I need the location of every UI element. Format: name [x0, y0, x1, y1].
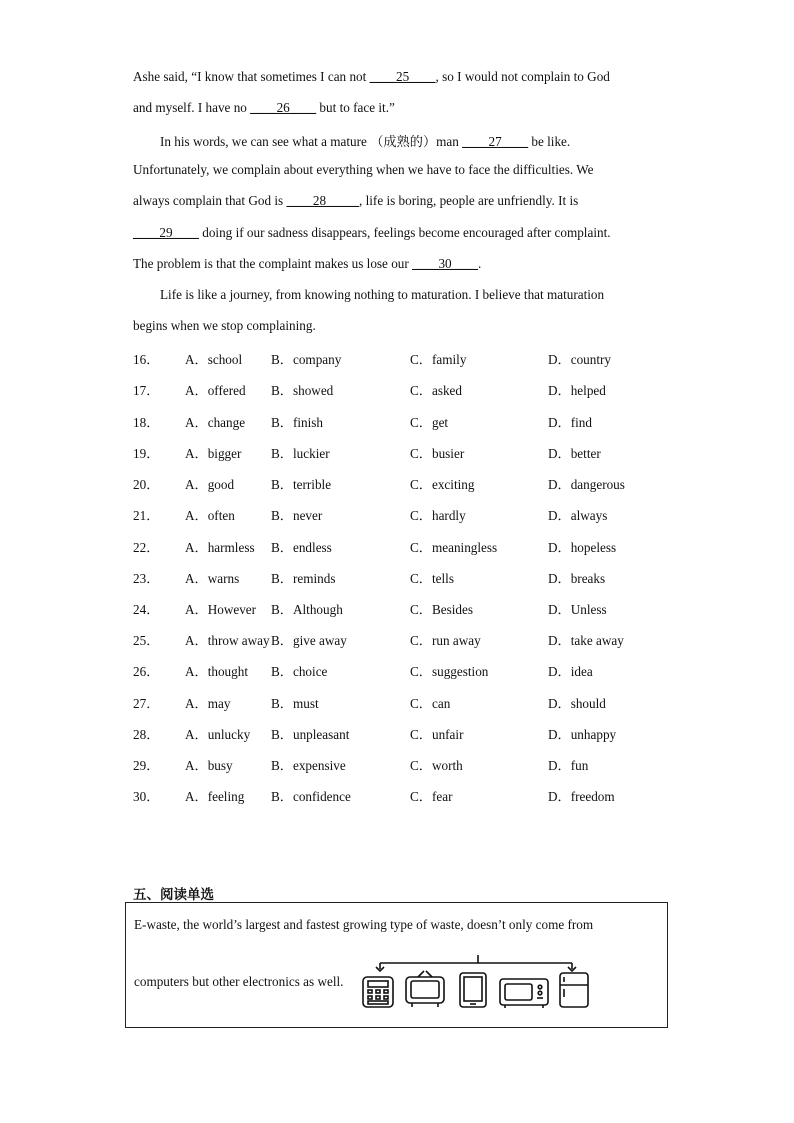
passage-line-7 [133, 256, 481, 272]
question-24 [133, 599, 673, 619]
blank-27: ____27____ [462, 134, 529, 149]
option-b[interactable]: B．luckier [271, 446, 330, 461]
blank-28: ____28_____ [286, 193, 359, 208]
microwave-icon [500, 979, 548, 1008]
passage-line-6 [133, 225, 611, 241]
option-d[interactable]: D．breaks [548, 571, 606, 586]
option-d[interactable]: D．hopeless [548, 540, 617, 555]
question-25 [133, 630, 673, 650]
tablet-icon [460, 973, 486, 1007]
question-17 [133, 380, 673, 400]
option-b[interactable]: B．Although [271, 602, 343, 617]
option-b[interactable]: B．showed [271, 383, 334, 398]
option-b[interactable]: B．terrible [271, 477, 332, 492]
passage-line-9: begins when we stop complaining. [133, 318, 316, 333]
option-d[interactable]: D．find [548, 415, 592, 430]
option-a[interactable]: A．feeling [185, 789, 245, 804]
option-a[interactable]: A．change [185, 415, 246, 430]
question-number: 16． [133, 352, 160, 367]
option-c[interactable]: C．family [410, 352, 467, 367]
option-a[interactable]: A．warns [185, 571, 240, 586]
option-c[interactable]: C．tells [410, 571, 454, 586]
blank-30: ____30____ [412, 256, 479, 271]
option-c[interactable]: C．meaningless [410, 540, 498, 555]
question-number: 22． [133, 540, 160, 555]
option-d[interactable]: D．always [548, 508, 608, 523]
question-27 [133, 693, 673, 713]
question-16 [133, 349, 673, 369]
blank-26: ____26____ [250, 100, 317, 115]
option-b[interactable]: B．give away [271, 633, 347, 648]
passage-line-2 [133, 100, 395, 116]
option-a[interactable]: A．unlucky [185, 727, 251, 742]
option-c[interactable]: C．can [410, 696, 451, 711]
option-d[interactable]: D．should [548, 696, 606, 711]
option-c[interactable]: C．Besides [410, 602, 474, 617]
box-text-line-2: computers but other electronics as well. [134, 974, 344, 989]
option-d[interactable]: D．freedom [548, 789, 615, 804]
option-b[interactable]: B．choice [271, 664, 328, 679]
fridge-icon [560, 973, 588, 1007]
option-c[interactable]: C．exciting [410, 477, 475, 492]
option-d[interactable]: D．idea [548, 664, 593, 679]
question-26 [133, 661, 673, 681]
passage-text: , so I would not complain to God [435, 69, 610, 84]
question-number: 17． [133, 383, 160, 398]
option-d[interactable]: D．unhappy [548, 727, 617, 742]
passage-text: doing if our sadness disappears, feelings become encouraged after complaint. [198, 225, 611, 240]
question-number: 20． [133, 477, 160, 492]
question-number: 24． [133, 602, 160, 617]
option-d[interactable]: D．fun [548, 758, 589, 773]
passage-line-4: Unfortunately, we complain about everything when we have to face the difficulties. We [133, 162, 594, 177]
passage-text: In his words, we can see what a mature （成熟的）man [160, 134, 463, 149]
reading-box [125, 902, 668, 1028]
option-a[interactable]: A．harmless [185, 540, 255, 555]
tv-icon [406, 971, 444, 1007]
option-b[interactable]: B．must [271, 696, 319, 711]
option-c[interactable]: C．worth [410, 758, 463, 773]
passage-text: Ashe said, “I know that sometimes I can not [133, 69, 370, 84]
option-a[interactable]: A．busy [185, 758, 233, 773]
calculator-icon [363, 977, 393, 1007]
option-d[interactable]: D．helped [548, 383, 606, 398]
option-d[interactable]: D．take away [548, 633, 624, 648]
question-number: 21． [133, 508, 160, 523]
option-c[interactable]: C．get [410, 415, 449, 430]
option-d[interactable]: D．better [548, 446, 601, 461]
question-number: 18． [133, 415, 160, 430]
question-number: 25． [133, 633, 160, 648]
question-number: 23． [133, 571, 160, 586]
question-19 [133, 443, 673, 463]
question-20 [133, 474, 673, 494]
passage-line-1 [133, 69, 610, 85]
option-c[interactable]: C．busier [410, 446, 465, 461]
option-b[interactable]: B．finish [271, 415, 324, 430]
box-text-line-1: E-waste, the world’s largest and fastest growing type of waste, doesn’t only come from [134, 917, 594, 932]
question-number: 28． [133, 727, 160, 742]
option-a[interactable]: A．bigger [185, 446, 242, 461]
question-21 [133, 505, 673, 525]
option-d[interactable]: D．dangerous [548, 477, 625, 492]
option-a[interactable]: A．often [185, 508, 235, 523]
question-29 [133, 755, 673, 775]
question-28 [133, 724, 673, 744]
option-c[interactable]: C．suggestion [410, 664, 489, 679]
option-c[interactable]: C．fear [410, 789, 453, 804]
option-b[interactable]: B．endless [271, 540, 332, 555]
blank-25: ____25____ [369, 69, 436, 84]
question-number: 19． [133, 446, 160, 461]
option-c[interactable]: C．unfair [410, 727, 464, 742]
option-b[interactable]: B．confidence [271, 789, 351, 804]
option-a[interactable]: A．throw away [185, 633, 270, 648]
option-c[interactable]: C．run away [410, 633, 481, 648]
option-d[interactable]: D．Unless [548, 602, 607, 617]
passage-text: . [478, 256, 482, 271]
option-b[interactable]: B．never [271, 508, 323, 523]
option-b[interactable]: B．expensive [271, 758, 346, 773]
electronics-illustration [360, 951, 600, 1013]
question-number: 29． [133, 758, 160, 773]
passage-text: The problem is that the complaint makes us lose our [133, 256, 413, 271]
option-b[interactable]: B．company [271, 352, 342, 367]
option-a[interactable]: A．good [185, 477, 235, 492]
question-30 [133, 786, 673, 806]
bracket-connector [376, 955, 576, 971]
passage-text: , life is boring, people are unfriendly. It is [359, 193, 579, 208]
option-d[interactable]: D．country [548, 352, 611, 367]
passage-line-8: Life is like a journey, from knowing nothing to maturation. I believe that maturation [160, 287, 605, 302]
passage-text: but to face it.” [316, 100, 395, 115]
question-18 [133, 412, 673, 432]
option-a[interactable]: A．thought [185, 664, 249, 679]
question-23 [133, 568, 673, 588]
option-b[interactable]: B．unpleasant [271, 727, 350, 742]
option-a[interactable]: A．However [185, 602, 257, 617]
passage-text: always complain that God is [133, 193, 287, 208]
option-a[interactable]: A．may [185, 696, 231, 711]
passage-line-5 [133, 193, 578, 209]
passage-text: be like. [528, 134, 571, 149]
passage-text: and myself. I have no [133, 100, 251, 115]
section-title: 五、阅读单选 [133, 887, 214, 903]
blank-29: ____29____ [133, 225, 199, 240]
passage-line-3 [160, 131, 570, 150]
question-22 [133, 537, 673, 557]
option-c[interactable]: C．hardly [410, 508, 466, 523]
option-c[interactable]: C．asked [410, 383, 463, 398]
question-number: 26． [133, 664, 160, 679]
question-number: 27． [133, 696, 160, 711]
option-a[interactable]: A．school [185, 352, 243, 367]
option-b[interactable]: B．reminds [271, 571, 336, 586]
option-a[interactable]: A．offered [185, 383, 246, 398]
question-number: 30． [133, 789, 160, 804]
